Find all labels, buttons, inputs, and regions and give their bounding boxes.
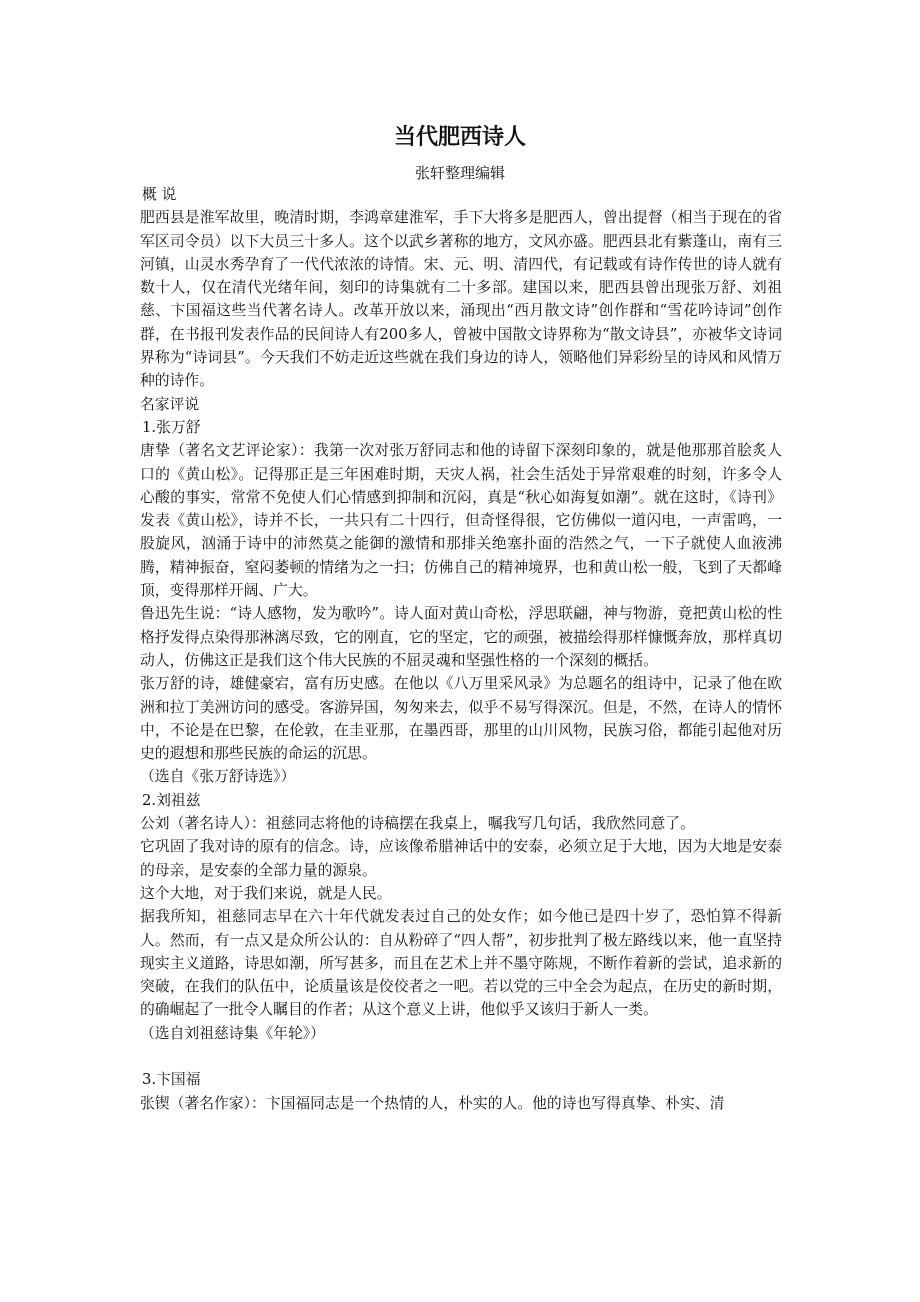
paragraph: 它巩固了我对诗的原有的信念。诗，应该像希腊神话中的安泰，必须立足于大地，因为大地是安泰的母亲，是安泰的全部力量的源泉。 (140, 838, 782, 879)
paragraph: 张锲（著名作家）：卞国福同志是一个热情的人，朴实的人。他的诗也写得真挚、朴实、清 (140, 1094, 725, 1112)
document-title: 当代肥西诗人 (393, 125, 526, 150)
document-body (140, 183, 782, 1115)
paragraph: 肥西县是淮军故里，晚清时期，李鸿章建淮军，手下大将多是肥西人，曾出提督（相当于现在的省军区司令员）以下大员三十多人。这个以武乡著称的地方，文风亦盛。肥西县北有紫蓬山，南有三河镇，山灵水秀孕育了一代代浓浓的诗情。宋、元、明、清四代，有记载或有诗作传世的诗人就有数十人，仅在清代光绪年间，刻印的诗集就有二十多部。建国以来，肥西县曾出现张万舒、刘祖慈、卞国福这些当代著名诗人。改革开放以来，涌现出“西月散文诗”创作群和“雪花吟诗词”创作群，在书报刊发表作品的民间诗人有200多人，曾被中国散文诗界称为“散文诗县”，亦被华文诗词界称为“诗词县”。今天我们不妨走近这些就在我们身边的诗人，领略他们异彩纷呈的诗风和风情万种的诗作。 (140, 209, 782, 390)
poet-heading-2: 2.刘祖兹 (142, 791, 201, 809)
poet-heading-1: 1.张万舒 (142, 418, 201, 436)
source-note: （选自《张万舒诗选》） (140, 768, 296, 786)
paragraph: 唐挚（著名文艺评论家）：我第一次对张万舒同志和他的诗留下深刻印象的，就是他那那首脍炙人口的《黄山松》。记得那正是三年困难时期，天灾人祸，社会生活处于异常艰难的时刻，许多令人心酸的事实，常常不免使人们心情感到抑制和沉闷，真是“秋心如海复如潮”。就在这时，《诗刊》发表《黄山松》，诗并不长，一共只有二十四行，但奇怪得很，它仿佛似一道闪电，一声雷鸣，一股旋风，汹涌于诗中的沛然莫之能御的激情和那排关绝塞扑面的浩然之气，一下子就使人血液沸腾，精神振奋，窒闷萎顿的情绪为之一扫；仿佛自己的精神境界，也和黄山松一般，飞到了天都峰顶，变得那样开阔、广大。 (140, 442, 782, 600)
source-note: （选自刘祖慈诗集《年轮》） (140, 1024, 325, 1042)
paragraph: 据我所知，祖慈同志早在六十年代就发表过自己的处女作；如今他已是四十岁了，恐怕算不得新人。然而，有一点又是众所公认的：自从粉碎了“四人帮”，初步批判了极左路线以来，他一直坚持现实主义道路，诗思如潮，所写甚多，而且在艺术上并不墨守陈规，不断作着新的尝试，追求新的突破，在我们的队伍中，论质量该是佼佼者之一吧。若以党的三中全会为起点，在历史的新时期，的确崛起了一批令人瞩目的作者；从这个意义上讲，他似乎又该归于新人一类。 (140, 908, 782, 1019)
paragraph: 公刘（著名诗人）：祖慈同志将他的诗稿摆在我桌上，嘱我写几句话，我欣然同意了。 (140, 815, 695, 833)
paragraph: 这个大地，对于我们来说，就是人民。 (140, 884, 392, 902)
document-subtitle: 张轩整理编辑 (414, 164, 505, 182)
paragraph: 张万舒的诗，雄健豪宕，富有历史感。在他以《八万里采风录》为总题名的组诗中，记录了他在欧洲和拉丁美洲访问的感受。客游异国，匆匆来去，似乎不易写得深沉。但是，不然，在诗人的情怀中，不论是在巴黎，在伦敦，在圭亚那，在墨西哥，那里的山川风物，民族习俗，都能引起他对历史的遐想和那些民族的命运的沉思。 (140, 675, 782, 763)
section-heading-overview: 概 说 (142, 186, 177, 203)
section-heading-reviews: 名家评说 (140, 395, 200, 413)
blank-line (140, 1045, 782, 1068)
paragraph: 鲁迅先生说：“诗人感物，发为歌吟”。诗人面对黄山奇松，浮思联翩，神与物游，竟把黄山松的性格抒发得点染得那淋漓尽致，它的刚直，它的坚定，它的顽强，被描绘得那样慷慨奔放，那样真切动人，仿佛这正是我们这个伟大民族的不屈灵魂和坚强性格的一个深刻的概括。 (140, 605, 782, 669)
poet-heading-3: 3.卞国福 (142, 1071, 201, 1089)
